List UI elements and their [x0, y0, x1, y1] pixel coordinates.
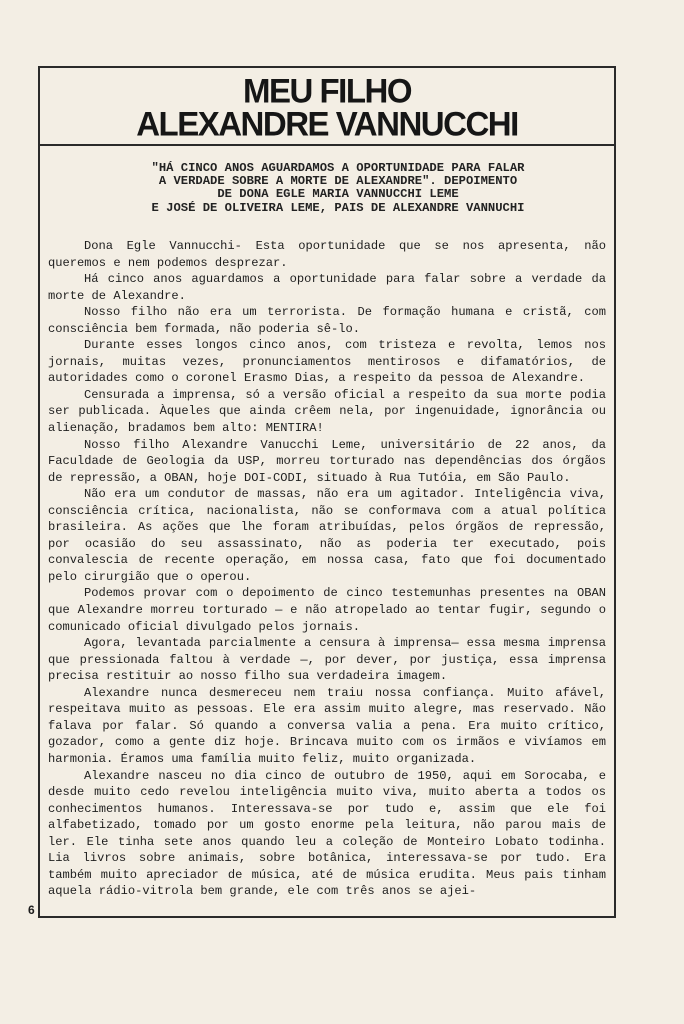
- paragraph: Não era um condutor de massas, não era um agitador. Inteligência viva, consciência crítica, nacionalista, não se conformava com a atual política brasileira. As ações que lhe foram atribuídas, pelos órgãos de repressão, por ocasião do seu assassinato, não as poderia ter executado, pois convalescia de recente operação, em nossa casa, fato que foi documentado pelo cirurgião que o operou.: [48, 487, 606, 584]
- paragraph: Agora, levantada parcialmente a censura à imprensa— essa mesma imprensa que pressionada faltou à verdade —, por dever, por justiça, essa imprensa precisa restituir ao nosso filho sua verdadeira imagem.: [48, 636, 606, 684]
- paragraph: Nosso filho Alexandre Vanucchi Leme, universitário de 22 anos, da Faculdade de Geologia da USP, morreu torturado nas dependências dos órgãos de repressão, a OBAN, hoje DOI-CODI, situado à Rua Tutóia, em São Paulo.: [48, 437, 606, 485]
- paragraph: Podemos provar com o depoimento de cinco testemunhas presentes na OBAN que Alexandre morreu torturado — e não atropelado ao tentar fugir, segundo o comunicado oficial divulgado pelos jornais.: [48, 586, 606, 634]
- paragraph: Censurada a imprensa, só a versão oficial a respeito da sua morte podia ser publicada. Àqueles que ainda crêem nela, por ingenuidade, ignorância ou alienação, bradamos bem alto: MENTIRA!: [48, 387, 606, 436]
- paragraph: Durante esses longos cinco anos, com tristeza e revolta, lemos nos jornais, muitas vezes, pronunciamentos mentirosos e difamatórios, de autoridades como o coronel Erasmo Dias, a respeito da pessoa de Alexandre.: [48, 338, 606, 386]
- intro-line: DE DONA EGLE MARIA VANNUCCHI LEME: [217, 187, 459, 202]
- intro-line: "HÁ CINCO ANOS AGUARDAMOS A OPORTUNIDADE PARA FALAR: [151, 161, 525, 175]
- article-body: [48, 238, 606, 900]
- article-frame: [38, 66, 616, 918]
- paragraph: Nosso filho não era um terrorista. De formação humana e cristã, com consciência bem formada, não poderia sê-lo.: [48, 305, 606, 336]
- intro-line: E JOSÉ DE OLIVEIRA LEME, PAIS DE ALEXANDRE VANNUCHI: [151, 200, 525, 215]
- page-number: 6: [28, 903, 35, 917]
- title-line-1: MEU FILHO: [243, 71, 411, 110]
- paragraph: Há cinco anos aguardamos a oportunidade para falar sobre a verdade da morte de Alexandre.: [48, 272, 606, 303]
- paragraph: Alexandre nasceu no dia cinco de outubro de 1950, aqui em Sorocaba, e desde muito cedo revelou inteligência muito viva, muito aberta a todos os conhecimentos humanos. Interessava-se por tudo e, assim que ele foi alfabetizado, tomado por um gosto enorme pela leitura, não parou mais de ler. Ele tinha sete anos quando leu a coleção de Monteiro Lobato todinha. Lia livros sobre animais, sobre botânica, interessava-se por tudo. Era também muito apreciador de música, até de música erudita. Meus pais tinham aquela rádio-vitrola bem grande, ele com três anos se ajei-: [48, 768, 606, 899]
- intro-heading: [110, 162, 566, 215]
- intro-line: A VERDADE SOBRE A MORTE DE ALEXANDRE". DEPOIMENTO: [158, 174, 518, 189]
- paragraph: Alexandre nunca desmereceu nem traiu nossa confiança. Muito afável, respeitava muito as pessoas. Ele era assim muito alegre, mas reservado. Não falava por falar. Só quando a conversa valia a pena. Era muito crítico, gozador, como a gente diz hoje. Brincava muito com os irmãos e vivíamos em harmonia. Éramos uma família muito feliz, muito organizada.: [48, 685, 606, 766]
- paragraph: Dona Egle Vannucchi- Esta oportunidade que se nos apresenta, não queremos e nem podemos desprezar.: [48, 239, 606, 270]
- title-line-2: ALEXANDRE VANNUCCHI: [136, 104, 518, 143]
- article-title: [40, 68, 614, 146]
